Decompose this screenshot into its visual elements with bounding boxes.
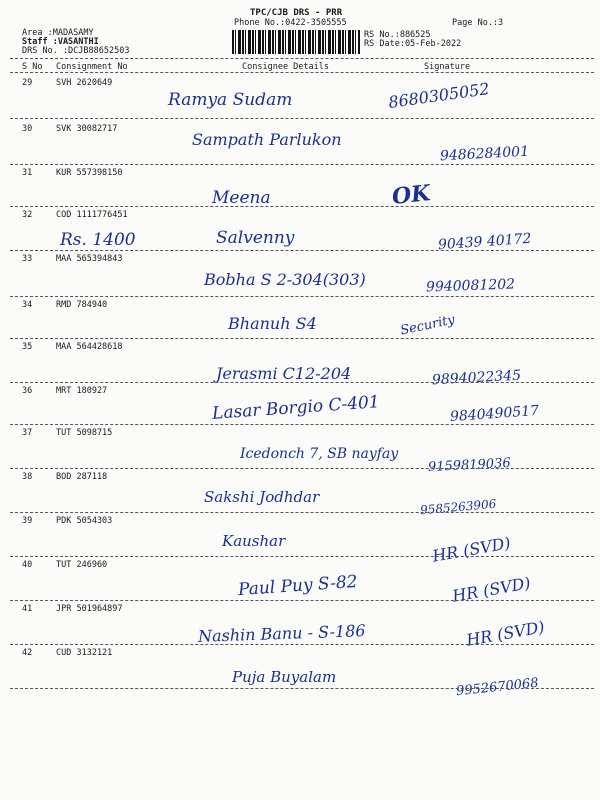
- row-consignee: Bobha S 2-304(303): [204, 270, 366, 289]
- row-divider: [10, 468, 594, 469]
- row-consignment: SVH 2620649: [56, 78, 113, 88]
- row-sno: 38: [22, 472, 33, 482]
- row-signature: Security: [399, 312, 457, 339]
- row-cod-amount: Rs. 1400: [60, 230, 136, 250]
- row-signature: 9952670068: [455, 675, 540, 700]
- row-sno: 37: [22, 428, 33, 438]
- rs-number: RS No.:886525: [364, 30, 431, 40]
- row-consignment: JPR 501964897: [56, 604, 123, 614]
- row-divider: [10, 644, 594, 645]
- row-consignee: Paul Puy S-82: [237, 571, 359, 601]
- row-consignee: Sakshi Jodhdar: [204, 488, 320, 506]
- row-sno: 39: [22, 516, 33, 526]
- row-signature: 9840490517: [449, 402, 540, 426]
- row-consignee: Kaushar: [222, 532, 286, 550]
- row-sno: 35: [22, 342, 33, 352]
- row-consignee: Lasar Borgio C-401: [211, 392, 381, 424]
- row-sno: 33: [22, 254, 33, 264]
- row-consignment: RMD 784940: [56, 300, 108, 310]
- row-signature: HR (SVD): [464, 617, 546, 650]
- row-signature: 9940081202: [425, 276, 516, 296]
- row-sno: 32: [22, 210, 33, 220]
- row-consignee: Icedonch 7, SB nayfay: [240, 446, 399, 462]
- col-header-details: Consignee Details: [242, 62, 329, 72]
- row-consignee: Puja Buyalam: [232, 668, 337, 686]
- row-consignee: Meena: [212, 188, 271, 208]
- row-consignment: KUR 557398150: [56, 168, 123, 178]
- row-consignment: SVK 30082717: [56, 124, 118, 134]
- row-consignment: MAA 564428618: [56, 342, 123, 352]
- row-consignment: BOD 287118: [56, 472, 108, 482]
- row-sno: 40: [22, 560, 33, 570]
- row-divider: [10, 164, 594, 165]
- row-divider: [10, 206, 594, 207]
- row-consignment: MRT 180927: [56, 386, 108, 396]
- staff-label: Staff :VASANTHI: [22, 37, 99, 47]
- drs-number: DRS No. :DCJB88652503: [22, 46, 130, 56]
- phone-number: Phone No.:0422-3505555: [234, 18, 347, 28]
- row-signature: HR (SVD): [450, 573, 532, 606]
- row-consignment: PDK 5054303: [56, 516, 113, 526]
- row-divider: [10, 382, 594, 383]
- row-sno: 29: [22, 78, 33, 88]
- row-consignee: Jerasmi C12-204: [216, 364, 352, 383]
- row-divider: [10, 688, 594, 689]
- row-signature: 8680305052: [387, 79, 491, 112]
- row-consignment: TUT 246960: [56, 560, 108, 570]
- col-header-consignment: Consignment No: [56, 62, 128, 72]
- header-divider: [10, 58, 594, 59]
- row-signature: 9486284001: [439, 143, 530, 165]
- row-consignment: COD 1111776451: [56, 210, 128, 220]
- row-sno: 30: [22, 124, 33, 134]
- col-header-signature: Signature: [424, 62, 471, 72]
- row-sno: 41: [22, 604, 33, 614]
- row-sno: 34: [22, 300, 33, 310]
- row-divider: [10, 424, 594, 425]
- row-consignment: TUT 5098715: [56, 428, 113, 438]
- row-consignment: MAA 565394843: [56, 254, 123, 264]
- row-consignee: Nashin Banu - S-186: [197, 621, 366, 646]
- row-divider: [10, 338, 594, 339]
- row-divider: [10, 250, 594, 251]
- row-signature: OK: [390, 180, 432, 210]
- row-consignee: Sampath Parlukon: [192, 130, 342, 149]
- row-sno: 31: [22, 168, 33, 178]
- row-sno: 42: [22, 648, 33, 658]
- barcode-graphic: [232, 30, 360, 54]
- row-sno: 36: [22, 386, 33, 396]
- rs-date: RS Date:05-Feb-2022: [364, 39, 462, 49]
- row-consignee: Ramya Sudam: [168, 90, 293, 110]
- row-divider: [10, 118, 594, 119]
- page-number: Page No.:3: [452, 18, 504, 28]
- row-signature: 9585263906: [419, 496, 497, 518]
- area-label: Area :MADASAMY: [22, 28, 94, 38]
- table-row: [0, 648, 600, 702]
- document-title: TPC/CJB DRS - PRR: [250, 8, 343, 18]
- column-header-divider: [10, 72, 594, 73]
- row-signature: 90439 40172: [437, 230, 532, 254]
- row-consignee: Salvenny: [216, 228, 295, 248]
- row-signature: 9159819036: [427, 455, 512, 476]
- row-divider: [10, 296, 594, 297]
- row-divider: [10, 600, 594, 601]
- row-divider: [10, 556, 594, 557]
- row-consignee: Bhanuh S4: [228, 314, 317, 333]
- row-signature: HR (SVD): [430, 533, 512, 566]
- row-divider: [10, 512, 594, 513]
- row-signature: 9894022345: [431, 367, 522, 389]
- row-consignment: CUD 3132121: [56, 648, 113, 658]
- col-header-sno: S No: [22, 62, 43, 72]
